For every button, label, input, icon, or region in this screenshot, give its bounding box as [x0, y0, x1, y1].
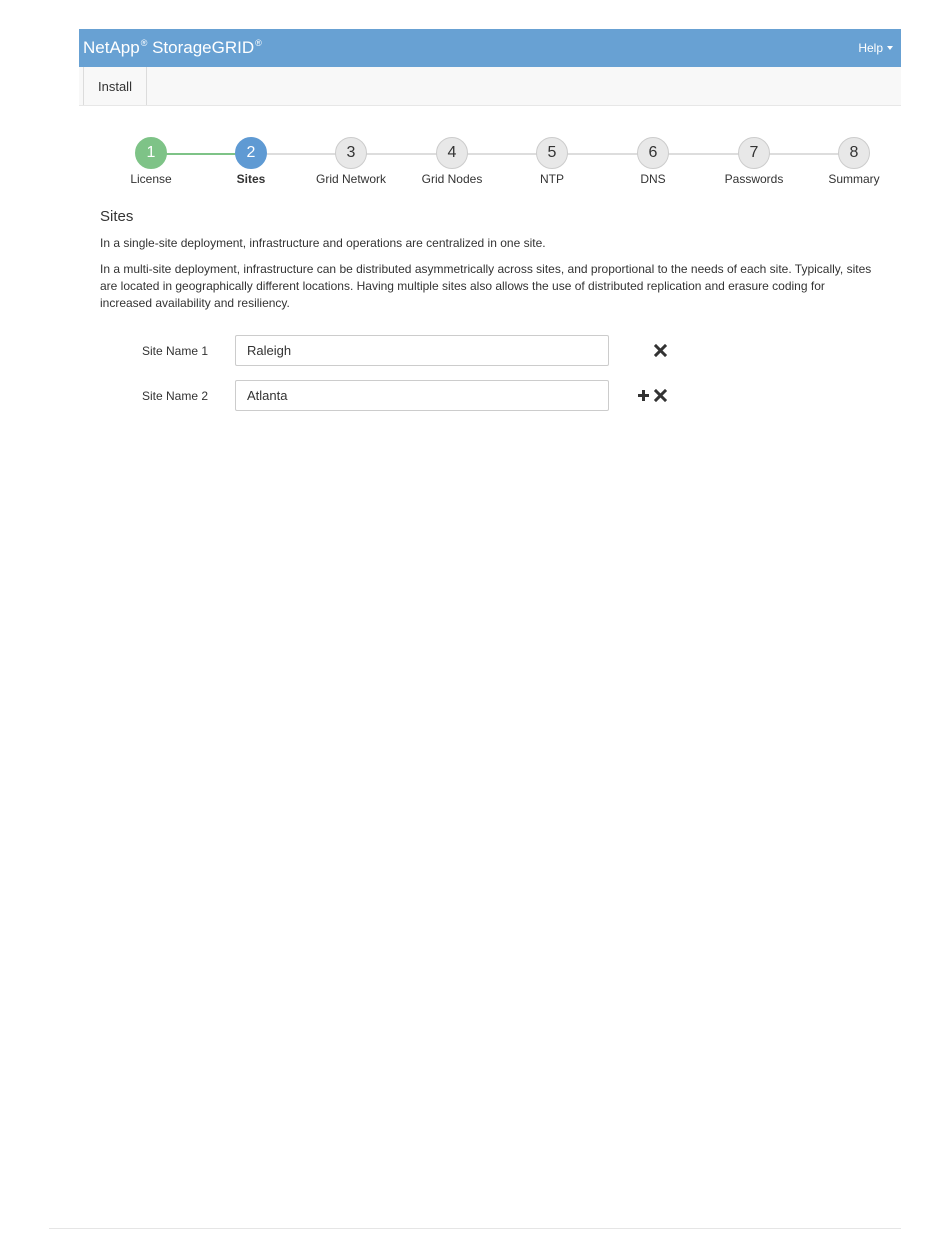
- brand-netapp: NetApp: [83, 38, 140, 57]
- step-label: Summary: [828, 172, 880, 186]
- step-circle: 3: [335, 137, 367, 169]
- remove-icon[interactable]: [654, 344, 667, 357]
- wizard-step-passwords: [709, 137, 799, 186]
- wizard-step-summary: [809, 137, 899, 186]
- row-actions: [609, 344, 667, 357]
- wizard-step-grid-nodes: [407, 137, 497, 186]
- step-label: Grid Network: [315, 172, 386, 186]
- wizard-step-ntp: [507, 137, 597, 186]
- brand-logo: [83, 38, 262, 58]
- step-circle: 6: [637, 137, 669, 169]
- step-circle: 5: [536, 137, 568, 169]
- site-name-label: Site Name 2: [141, 388, 208, 403]
- main-content: [79, 208, 901, 411]
- remove-icon[interactable]: [654, 389, 667, 402]
- single-site-description: In a single-site deployment, infrastructure and operations are centralized in one site.: [100, 236, 546, 250]
- step-label: License: [130, 172, 172, 186]
- site-name-1-input[interactable]: [235, 335, 609, 366]
- site-name-2-input[interactable]: [235, 380, 609, 411]
- step-label: Passwords: [724, 172, 784, 186]
- step-circle: 8: [838, 137, 870, 169]
- brand-storagegrid: StorageGRID: [152, 38, 255, 57]
- step-label: DNS: [640, 172, 666, 186]
- wizard-step-license[interactable]: [106, 137, 196, 186]
- add-icon[interactable]: [637, 389, 650, 402]
- step-circle: 1: [135, 137, 167, 169]
- step-circle: 2: [235, 137, 267, 169]
- top-navbar: [79, 29, 901, 67]
- site-row: [100, 335, 880, 366]
- registered-mark: ®: [140, 38, 148, 48]
- help-menu[interactable]: [858, 41, 893, 55]
- registered-mark: ®: [255, 38, 262, 48]
- step-circle: 4: [436, 137, 468, 169]
- tab-install[interactable]: [83, 67, 147, 105]
- caret-down-icon: [887, 46, 893, 50]
- tab-bar: [79, 67, 901, 106]
- step-label: Sites: [236, 172, 266, 186]
- page-title: Sites: [100, 208, 134, 225]
- wizard-step-grid-network: [306, 137, 396, 186]
- wizard-progress: [79, 106, 901, 198]
- help-label: Help: [858, 41, 883, 55]
- step-label: Grid Nodes: [421, 172, 483, 186]
- tab-install-label: Install: [98, 78, 132, 94]
- footer-divider: [49, 1228, 901, 1229]
- site-name-label: Site Name 1: [141, 343, 208, 358]
- row-actions: [609, 389, 667, 402]
- wizard-step-dns: [608, 137, 698, 186]
- step-circle: 7: [738, 137, 770, 169]
- app-window: [79, 29, 901, 425]
- site-row: [100, 380, 880, 411]
- wizard-step-sites[interactable]: [206, 137, 296, 186]
- multi-site-description: In a multi-site deployment, infrastructure can be distributed asymmetrically across sites, and proportional to the needs of each site. Typically, sites are located in geographically different locations. Having multiple sites also allows the use of distributed replication and erasure coding for increased availability and resiliency.: [100, 262, 872, 310]
- step-label: NTP: [540, 172, 564, 186]
